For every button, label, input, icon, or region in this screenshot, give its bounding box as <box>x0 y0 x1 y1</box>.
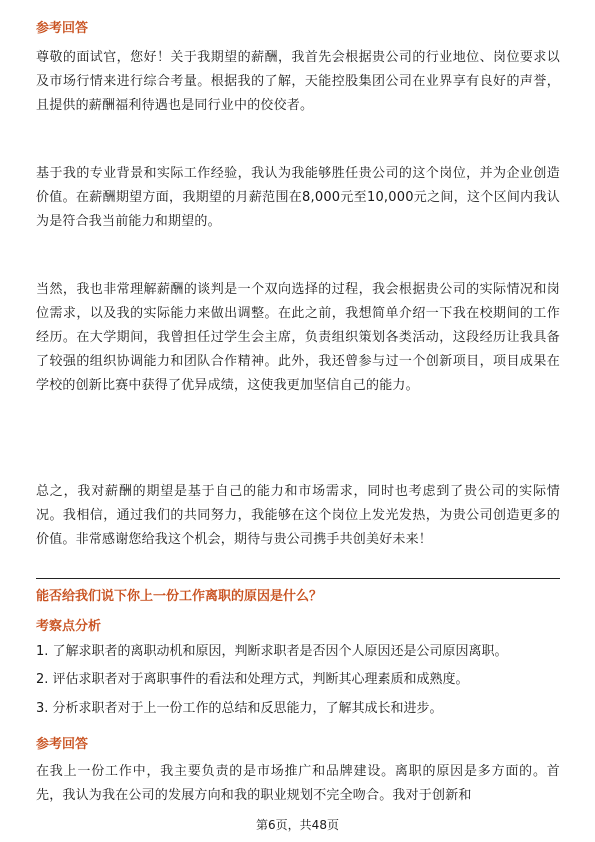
section-divider <box>36 578 560 579</box>
answer-paragraph-5: 在我上一份工作中，我主要负责的是市场推广和品牌建设。离职的原因是多方面的。首先，我认为我在公司的发展方向和我的职业规划不完全吻合。我对于创新和 <box>36 764 560 803</box>
analysis-heading: 考察点分析 <box>36 619 102 634</box>
analysis-item: 3. 分析求职者对于上一份工作的总结和反思能力，了解其成长和进步。 <box>36 701 443 716</box>
answer-paragraph-1: 尊敬的面试官，您好！关于我期望的薪酬，我首先会根据贵公司的行业地位、岗位要求以及市场行情来进行综合考量。根据我的了解，天能控股集团公司在业界享有良好的声誉，且提供的薪酬福利待遇也是同行业中的佼佼者。 <box>36 50 560 113</box>
answer-heading-1: 参考回答 <box>36 21 89 36</box>
answer-paragraph-4: 总之，我对薪酬的期望是基于自己的能力和市场需求，同时也考虑到了贵公司的实际情况。我相信，通过我们的共同努力，我能够在这个岗位上发光发热，为贵公司创造更多的价值。非常感谢您给我这个机会，期待与贵公司携手共创美好未来！ <box>36 484 560 547</box>
answer-paragraph-3: 当然，我也非常理解薪酬的谈判是一个双向选择的过程，我会根据贵公司的实际情况和岗位需求，以及我的实际能力来做出调整。在此之前，我想简单介绍一下我在校期间的工作经历。在大学期间，我曾担任过学生会主席，负责组织策划各类活动，这段经历让我具备了较强的组织协调能力和团队合作精神。此外，我还曾参与过一个创新项目，项目成果在学校的创新比赛中获得了优异成绩，这使我更加坚信自己的能力。 <box>36 282 560 393</box>
analysis-item: 2. 评估求职者对于离职事件的看法和处理方式，判断其心理素质和成熟度。 <box>36 672 469 687</box>
answer-paragraph-2: 基于我的专业背景和实际工作经验，我认为我能够胜任贵公司的这个岗位，并为企业创造价值。在薪酬期望方面，我期望的月薪范围在8,000元至10,000元之间，这个区间内我认为是符合我当前能力和期望的。 <box>36 166 560 229</box>
question-heading: 能否给我们说下你上一份工作离职的原因是什么？ <box>36 589 323 604</box>
page-number: 第6页，共48页 <box>256 818 339 832</box>
answer-heading-2: 参考回答 <box>36 737 89 752</box>
analysis-item: 1. 了解求职者的离职动机和原因，判断求职者是否因个人原因还是公司原因离职。 <box>36 644 508 659</box>
